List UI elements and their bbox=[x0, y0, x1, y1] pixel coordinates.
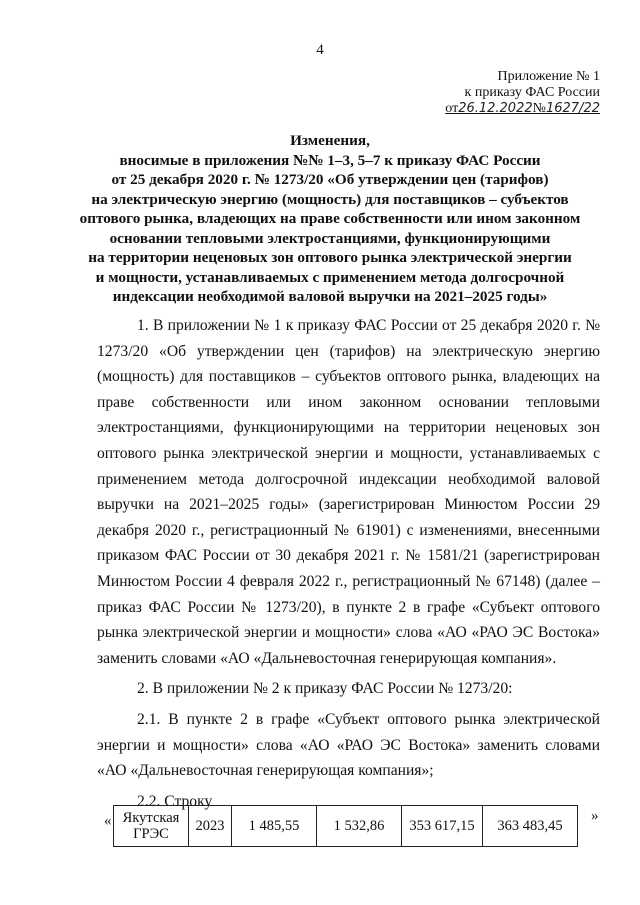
table-cell-value: 363 483,45 bbox=[483, 806, 578, 847]
heading-line: на территории неценовых зон оптового рынка электрической энергии bbox=[88, 249, 572, 266]
heading-line: от 25 декабря 2020 г. № 1273/20 «Об утверждении цен (тарифов) bbox=[111, 171, 549, 188]
appendix-title: Приложение № 1 bbox=[497, 69, 600, 84]
table-cell-value: 1 532,86 bbox=[317, 806, 402, 847]
heading-line: и мощности, устанавливаемых с применением метода долгосрочной bbox=[95, 268, 565, 286]
table-cell-value: 353 617,15 bbox=[402, 806, 483, 847]
document-heading bbox=[60, 131, 600, 307]
number-sign: № bbox=[532, 101, 546, 116]
heading-line: оптового рынка, владеющих на праве собственности или ином законном bbox=[79, 210, 581, 227]
paragraph-1: 1. В приложении № 1 к приказу ФАС России от 25 декабря 2020 г. № 1273/20 «Об утверждении цен (тарифов) на электрическую энергию (мощность) для поставщиков – субъектов оптового рынка, владеющих на праве собственности или ином законном основании тепловыми электростанциями, функционирующими на территории неценовых зон оптового рынка электрической энергии и мощности, устанавливаемых с применением метода долгосрочной индексации необходимой валовой выручки на 2021–2025 годы» (зарегистрирован Минюстом России 29 декабря 2020 г., регистрационный № 61901) с изменениями, внесенными приказом ФАС России от 30 декабря 2021 г. № 1581/21 (зарегистрирован Минюстом России 4 февраля 2022 г., регистрационный № 67148) (далее – приказ ФАС России № 1273/20), в пункте 2 в графе «Субъект оптового рынка электрической энергии и мощности» слова «АО «РАО ЭС Востока» заменить словами «АО «Дальневосточная генерирующая компания». bbox=[97, 317, 600, 667]
handwritten-date: 26.12.2022 bbox=[458, 101, 533, 116]
heading-line: индексации необходимой валовой выручки на 2021–2025 годы» bbox=[112, 288, 548, 305]
paragraph-2: 2. В приложении № 2 к приказу ФАС России № 1273/20: bbox=[137, 680, 513, 698]
from-prefix: от bbox=[445, 101, 459, 116]
table-cell-plant: Якутская ГРЭС bbox=[114, 806, 189, 847]
handwritten-number: 1627/22 bbox=[545, 101, 600, 116]
close-quote: » bbox=[591, 808, 599, 824]
page-number: 4 bbox=[316, 42, 324, 58]
paragraph-2-1: 2.1. В пункте 2 в графе «Субъект оптового рынка электрической энергии и мощности» слова «АО «РАО ЭС Востока» заменить словами «АО «Дальневосточная генерирующая компания»; bbox=[97, 710, 600, 780]
paragraph-2-2: 2.2. Строку bbox=[137, 792, 213, 810]
appendix-block bbox=[445, 69, 600, 117]
table-row-block bbox=[97, 805, 617, 853]
table-cell-year: 2023 bbox=[189, 806, 232, 847]
table-row bbox=[114, 806, 578, 847]
appendix-date-number bbox=[445, 101, 600, 117]
open-quote: « bbox=[104, 813, 112, 829]
heading-line: на электрическую энергию (мощность) для поставщиков – субъектов bbox=[91, 190, 569, 208]
document-body bbox=[97, 313, 600, 814]
table-cell-value: 1 485,55 bbox=[232, 806, 317, 847]
heading-line: Изменения, bbox=[290, 132, 370, 149]
heading-line: основании тепловыми электростанциями, функционирующими bbox=[109, 229, 551, 247]
heading-line: вносимые в приложения №№ 1–3, 5–7 к приказу ФАС России bbox=[119, 151, 541, 169]
appendix-order-ref: к приказу ФАС России bbox=[464, 85, 600, 100]
tariff-table bbox=[113, 805, 578, 847]
